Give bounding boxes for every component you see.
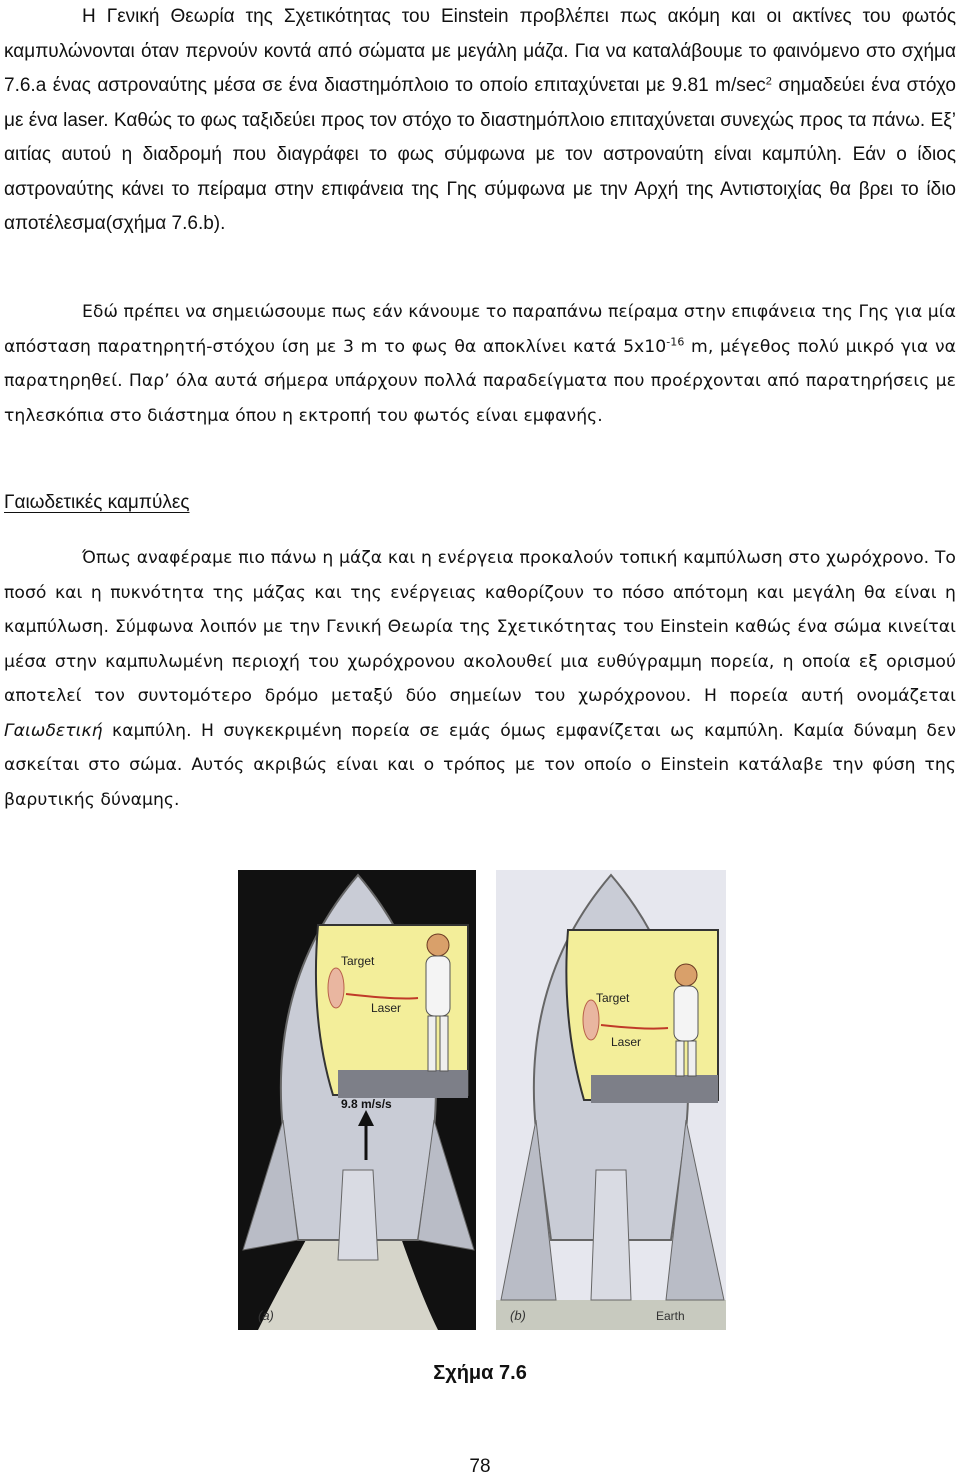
label-earth: Earth	[656, 1309, 685, 1323]
paragraph-deflection	[4, 295, 956, 433]
paragraph-geodesics	[4, 541, 956, 817]
rocket-b-fin-center	[591, 1170, 631, 1300]
astronaut-a-head	[427, 934, 449, 956]
para3-text-b: καμπύλη. Η συγκεκριμένη πορεία σε εμάς όμως εμφανίζεται ως καμπύλη. Καμία δύναμη δεν ασκείται στο σώμα. Αυτός ακριβώς είναι και ο τρόπος με τον οποίο ο Einstein κατάλαβε την φύση της βαρυτικής δύναμης.	[4, 720, 956, 810]
astronaut-a-leg-right	[440, 1016, 448, 1071]
target-a	[328, 968, 344, 1008]
panel-a	[238, 870, 476, 1330]
para1-text-b: σημαδεύει ένα στόχο με ένα laser. Καθώς το φως ταξιδεύει προς τον στόχο το διαστημόπλοιο επιταχύνεται συνεχώς προς τα πάνω. Εξ’ αιτίας αυτού η διαδρομή που διαγράφει το φως σύμφωνα με τον αστροναύτη είναι καμπύλη. Εάν ο ίδιος αστροναύτης κάνει το πείραμα στην επιφάνεια της Γης σύμφωνα με την Αρχή της Αντιστοιχίας θα βρει το ίδιο αποτέλεσμα(σχήμα 7.6.b).	[4, 75, 956, 234]
section-heading: Γαιωδετικές καμπύλες	[4, 492, 190, 513]
para2-text-b: m, μέγεθος πολύ μικρό για να παρατηρηθεί. Παρ’ όλα αυτά σήμερα υπάρχουν πολλά παραδείγματα που προέρχονται από παρατηρήσεις με τηλεσκόπια στο διάστημα όπου η εκτροπή του φωτός είναι εμφανής.	[4, 336, 956, 426]
label-panel-a: (a)	[258, 1308, 274, 1323]
panel-b	[496, 870, 726, 1330]
astronaut-b-leg-right	[688, 1041, 696, 1076]
label-panel-b: (b)	[510, 1308, 526, 1323]
figure-rockets	[238, 870, 960, 1330]
page-number: 78	[469, 1456, 491, 1477]
astronaut-a-suit	[426, 956, 450, 1016]
para3-text-a: Όπως αναφέραμε πιο πάνω η μάζα και η ενέργεια προκαλούν τοπική καμπύλωση στο χωρόχρονο. Το ποσό και η πυκνότητα της μάζας και της ενέργειας καθορίζουν το πόσο απότομη και μεγάλη θα είναι η καμπύλωση. Σύμφωνα λοιπόν με την Γενική Θεωρία της Σχετικότητας του Einstein καθώς ένα σώμα κινείται μέσα στην καμπυλωμένη περιοχή του χωρόχρονου ακολουθεί μια ευθύγραμμη πορεία, η οποία εξ ορισμού αποτελεί τον συντομότερο δρόμο μεταξύ δύο σημείων του χωρόχρονου. Η πορεία αυτή ονομάζεται	[4, 548, 956, 706]
para2-text-a: Εδώ πρέπει να σημειώσουμε πως εάν κάνουμε το παραπάνω πείραμα στην επιφάνεια της Γης για μία απόσταση παρατηρητή-στόχου ίση με 3 m το φως θα αποκλίνει κατά 5x10	[4, 302, 956, 357]
para1-superscript: 2	[765, 75, 772, 88]
earth-ground	[496, 1300, 726, 1330]
rocket-a-fin-center	[338, 1170, 378, 1260]
astronaut-b-suit	[674, 986, 698, 1041]
rocket-a-floor	[338, 1070, 468, 1098]
target-b	[583, 1000, 599, 1040]
para2-superscript: -16	[666, 334, 685, 348]
label-target-b: Target	[596, 991, 630, 1005]
figure-caption: Σχήμα 7.6	[433, 1362, 527, 1384]
label-target-a: Target	[341, 954, 375, 968]
astronaut-b-head	[675, 964, 697, 986]
rockets-illustration	[238, 870, 960, 1330]
paragraph-intro	[4, 0, 956, 242]
label-laser-a: Laser	[371, 1001, 402, 1015]
para3-italic-term: Γαιωδετική	[4, 720, 103, 741]
para1-text-a: Η Γενική Θεωρία της Σχετικότητας του Einstein προβλέπει πως ακόμη και οι ακτίνες του φωτός καμπυλώνονται όταν περνούν κοντά από σώματα με μεγάλη μάζα. Για να καταλάβουμε το φαινόμενο στο σχήμα 7.6.a ένας αστροναύτης μέσα σε ένα διαστημόπλοιο το οποίο επιταχύνεται με 9.81 m/sec	[4, 6, 956, 96]
label-accel-a: 9.8 m/s/s	[341, 1097, 392, 1111]
rocket-b-floor	[591, 1075, 718, 1103]
astronaut-a-leg-left	[428, 1016, 436, 1071]
astronaut-b-leg-left	[676, 1041, 684, 1076]
label-laser-b: Laser	[611, 1035, 642, 1049]
